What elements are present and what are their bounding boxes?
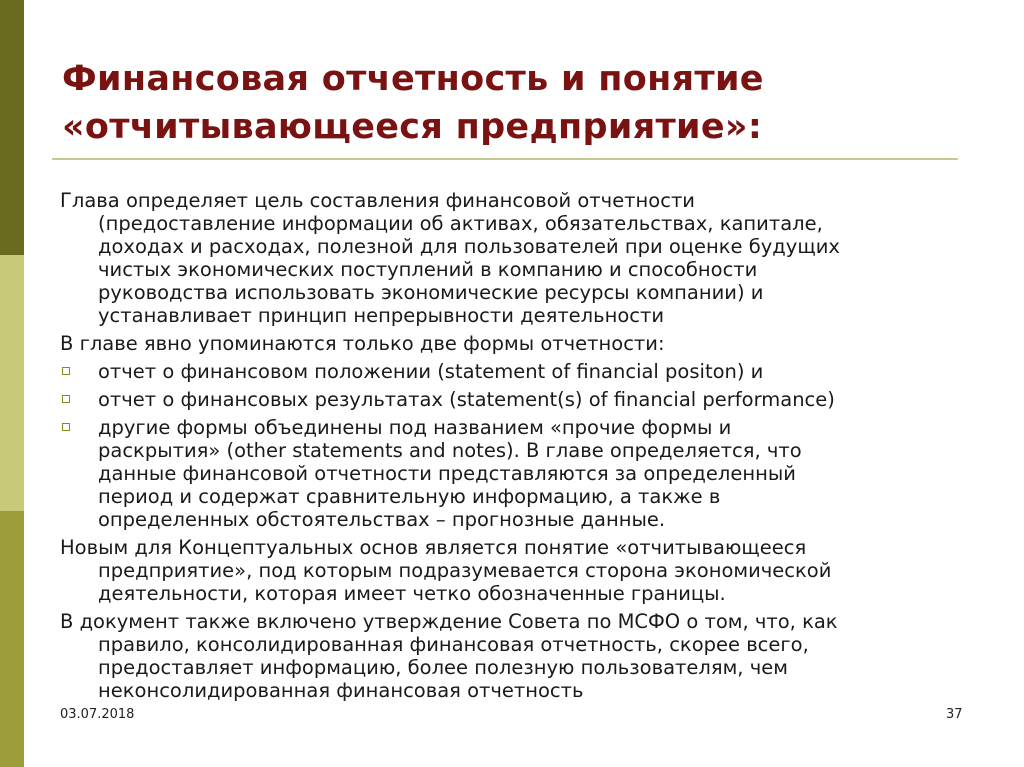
body-paragraph <box>60 332 990 355</box>
bullet-line: раскрытия» (other statements and notes). В главе определяется, что <box>98 439 802 462</box>
bullet-item <box>60 388 990 411</box>
slide-title <box>62 55 982 151</box>
slide-title-line: Финансовая отчетность и понятие <box>62 59 764 99</box>
paragraph-line: предприятие», под которым подразумевается сторона экономической <box>98 559 832 582</box>
paragraph-line: неконсолидированная финансовая отчетность <box>98 679 584 702</box>
body-paragraph <box>60 536 990 605</box>
sidebar-segment-middle <box>0 255 24 511</box>
title-divider <box>52 158 958 160</box>
hollow-square-icon <box>62 423 70 431</box>
bullet-item <box>60 416 990 531</box>
paragraph-line: чистых экономических поступлений в компанию и способности <box>98 258 758 281</box>
bullet-line: отчет о финансовом положении (statement of financial positon) и <box>98 360 764 383</box>
bullet-line: определенных обстоятельствах – прогнозные данные. <box>98 508 666 531</box>
footer-date: 03.07.2018 <box>60 707 135 722</box>
paragraph-line: предоставляет информацию, более полезную пользователям, чем <box>98 656 788 679</box>
bullet-line: данные финансовой отчетности представляются за определенный <box>98 462 796 485</box>
slide-title-line: «отчитывающееся предприятие»: <box>62 107 763 147</box>
paragraph-line: правило, консолидированная финансовая отчетность, скорее всего, <box>98 633 809 656</box>
paragraph-line: Глава определяет цель составления финансовой отчетности <box>60 189 695 212</box>
sidebar-segment-top <box>0 0 24 255</box>
body-paragraph <box>60 189 990 327</box>
paragraph-line: деятельности, которая имеет четко обозначенные границы. <box>98 582 726 605</box>
hollow-square-icon <box>62 367 70 375</box>
bullet-line: период и содержат сравнительную информацию, а также в <box>98 485 721 508</box>
slide-body <box>60 189 990 707</box>
paragraph-line: В главе явно упоминаются только две формы отчетности: <box>60 332 665 355</box>
sidebar-segment-bottom <box>0 511 24 767</box>
paragraph-line: доходах и расходах, полезной для пользователей при оценке будущих <box>98 235 840 258</box>
paragraph-line: (предоставление информации об активах, обязательствах, капитале, <box>98 212 823 235</box>
hollow-square-icon <box>62 395 70 403</box>
bullet-item <box>60 360 990 383</box>
paragraph-line: устанавливает принцип непрерывности деятельности <box>98 304 665 327</box>
bullet-line: отчет о финансовых результатах (statement(s) of financial performance) <box>98 388 835 411</box>
paragraph-line: В документ также включено утверждение Совета по МСФО о том, что, как <box>60 610 838 633</box>
sidebar-decoration <box>0 0 24 767</box>
page-number: 37 <box>946 707 963 722</box>
body-paragraph <box>60 610 990 702</box>
paragraph-line: руководства использовать экономические ресурсы компании) и <box>98 281 764 304</box>
paragraph-line: Новым для Концептуальных основ является понятие «отчитывающееся <box>60 536 807 559</box>
bullet-line: другие формы объединены под названием «прочие формы и <box>98 416 732 439</box>
